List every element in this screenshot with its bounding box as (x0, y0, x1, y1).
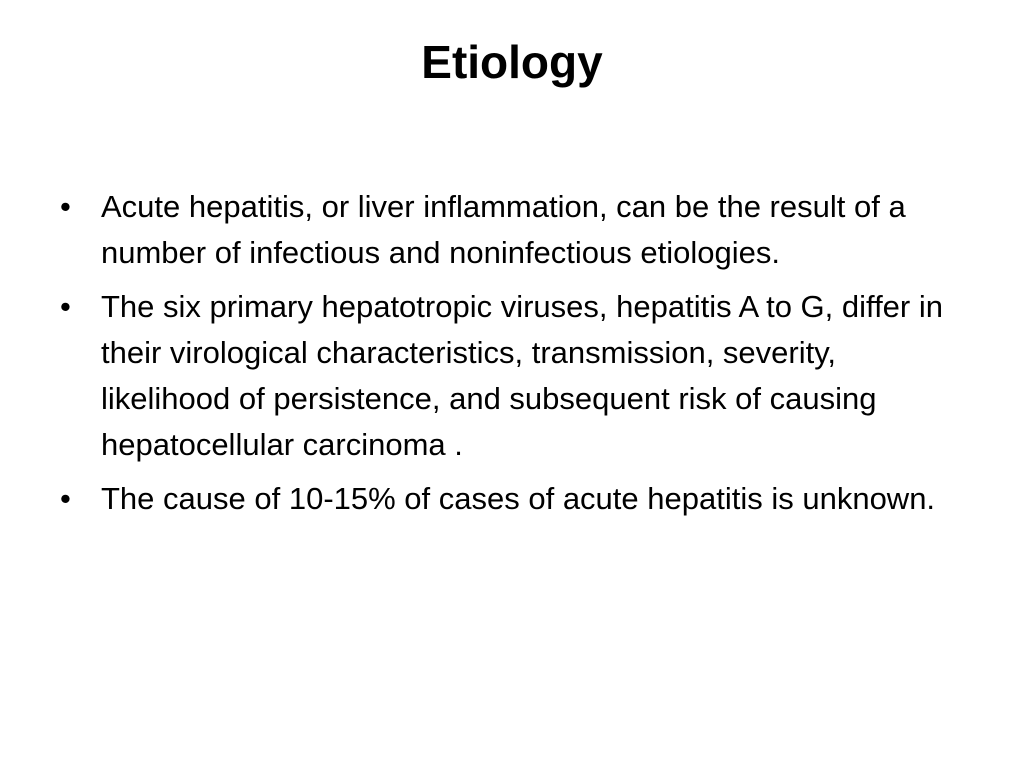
slide-title: Etiology (421, 36, 603, 88)
bullet-icon: • (60, 481, 71, 516)
bullet-icon: • (60, 289, 71, 324)
bullet-text: Acute hepatitis, or liver inflammation, can be the result of a number of infectious and noninfectious etiologies. (101, 189, 906, 270)
bullet-text: The cause of 10-15% of cases of acute hepatitis is unknown. (101, 481, 936, 516)
bullet-list (60, 184, 970, 530)
bullet-text: The six primary hepatotropic viruses, hepatitis A to G, differ in their virological characteristics, transmission, severity, likelihood of persistence, and subsequent risk of causing hepatocellular carcinoma . (101, 289, 943, 462)
bullet-item (60, 284, 970, 468)
bullet-icon: • (60, 189, 71, 224)
bullet-item (60, 476, 970, 522)
bullet-item (60, 184, 970, 276)
